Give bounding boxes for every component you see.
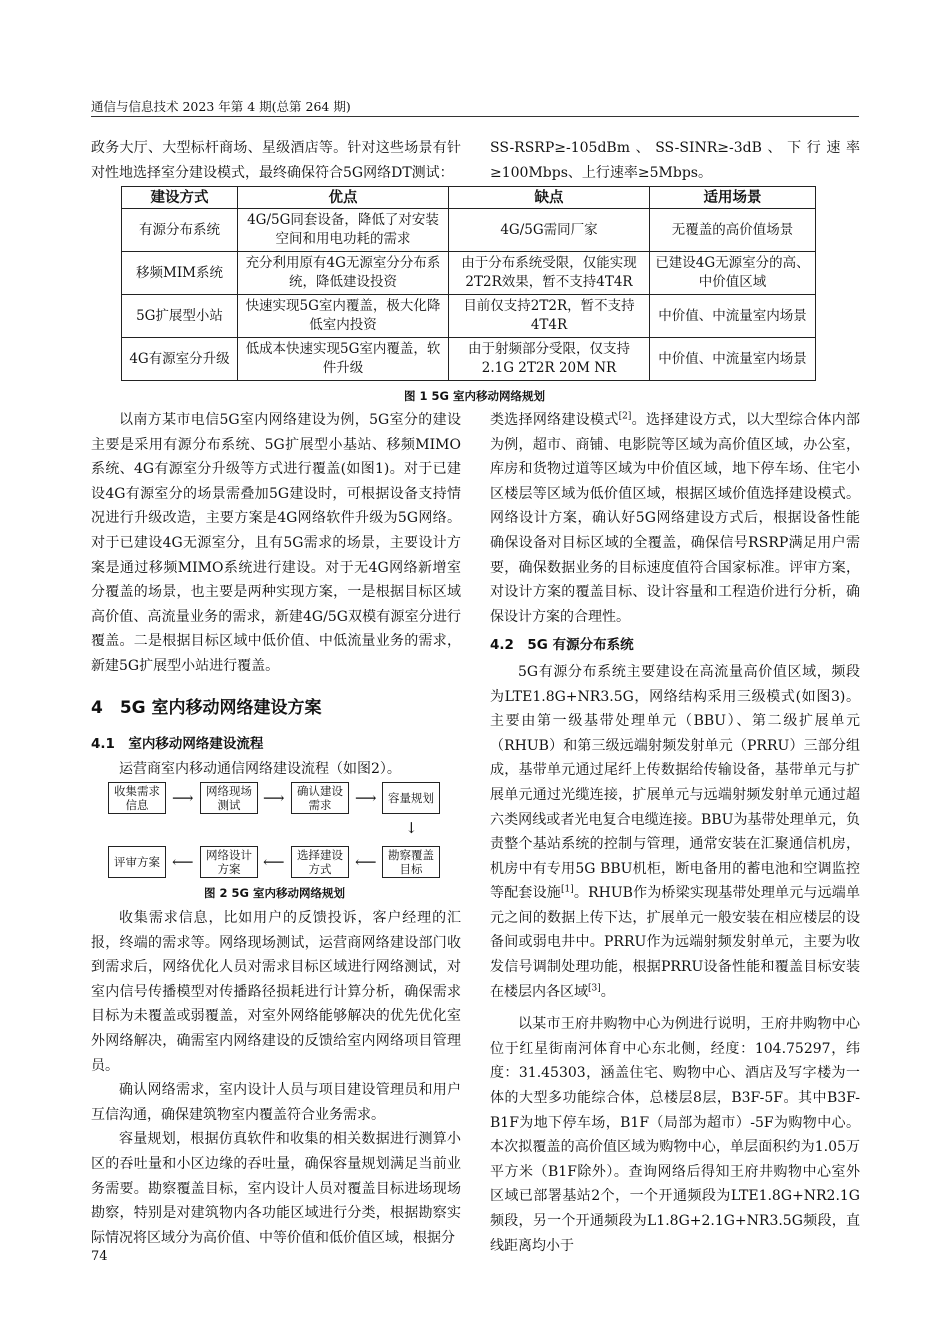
citation: [1] bbox=[560, 884, 574, 895]
table-cell: 移频MIM系统 bbox=[122, 252, 238, 295]
table-header: 适用场景 bbox=[650, 187, 816, 209]
flow-node: 网络现场测试 bbox=[200, 782, 258, 814]
table-header: 优点 bbox=[238, 187, 449, 209]
flow-node: 选择建设方式 bbox=[291, 846, 349, 878]
table-cell: 充分利用原有4G无源室分分布系统，降低建设投资 bbox=[238, 252, 449, 295]
flow-node: 容量规划 bbox=[382, 782, 440, 814]
table-cell: 已建设4G无源室分的高、中价值区域 bbox=[650, 252, 816, 295]
arrow-down-icon: ↓ bbox=[405, 819, 418, 837]
flow-node: 收集需求信息 bbox=[108, 782, 166, 814]
left-top-text: 政务大厅、大型标杆商场、星级酒店等。针对这些场景有针对性地选择室分建设模式，最终确保符合5G网络DT测试： bbox=[91, 140, 461, 181]
table-header: 缺点 bbox=[449, 187, 650, 209]
arrow-left-icon: ⟵ bbox=[172, 853, 194, 871]
section-4-heading: 4 5G 室内移动网络建设方案 bbox=[91, 698, 322, 718]
paragraph: 以南方某市电信5G室内网络建设为例，5G室分的建设主要是采用有源分布系统、5G扩展型小基站、移频MIMO系统、4G有源室分升级等方式进行覆盖(如图1)。对于已建设4G有源室分的场景需叠加5G建设时，可根据设备支持情况进行升级改造，主要方案是4G网络软件升级为5G网络。对于已建设4G无源室分，且有5G需求的场景，主要设计方案是通过移频MIMO系统进行建设。对于无4G网络新增室分覆盖的场景，也主要是两种实现方案，一是根据目标区域高价值、高流量业务的需求，新建4G/5G双模有源室分进行覆盖。二是根据目标区域中低价值、中低流量业务的需求，新建5G扩展型小站进行覆盖。 bbox=[91, 412, 461, 674]
left-column-body bbox=[91, 408, 461, 679]
paragraph: 容量规划，根据仿真软件和收集的相关数据进行测算小区的吞吐量和小区边缘的吞吐量，确保容量规划满足当前业务需要。勘察覆盖目标，室内设计人员对覆盖目标进场现场勘察，特别是对建筑物内各功能区域进行分类，根据勘察实际情况将区域分为高价值、中等价值和低价值区域，根据分 bbox=[91, 1131, 461, 1246]
paragraph: 确认网络需求，室内设计人员与项目建设管理员和用户互信沟通，确保建筑物室内覆盖符合业务需求。 bbox=[91, 1082, 461, 1123]
figure-2-caption: 图 2 5G 室内移动网络规划 bbox=[204, 886, 345, 900]
table-cell: 中价值、中流量室内场景 bbox=[650, 338, 816, 381]
flow-node: 勘察覆盖目标 bbox=[382, 846, 440, 878]
table-cell: 目前仅支持2T2R，暂不支持4T4R bbox=[449, 295, 650, 338]
page-number: 74 bbox=[91, 1249, 108, 1264]
table-cell: 4G有源室分升级 bbox=[122, 338, 238, 381]
table-header: 建设方式 bbox=[122, 187, 238, 209]
left-column-section41 bbox=[91, 732, 461, 781]
construction-mode-table bbox=[121, 186, 816, 381]
paragraph: 类选择网络建设模式[2]。选择建设方式，以大型综合体内部为例，超市、商铺、电影院等区域为高价值区域，办公室，库房和货物过道等区域为中价值区域，地下停车场、住宅小区楼层等区域为低价值区域，根据区域价值选择建设模式。网络设计方案，确认好5G网络建设方式后，根据设备性能确保设备对目标区域的全覆盖，确保信号RSRP满足用户需要，确保数据业务的目标速度值符合国家标准。评审方案，对设计方案的覆盖目标、设计容量和工程造价进行分析，确保设计方案的合理性。 bbox=[490, 411, 861, 625]
journal-header: 通信与信息技术 2023 年第 4 期(总第 264 期) bbox=[91, 99, 351, 114]
table-cell: 由于分布系统受限，仅能实现2T2R效果，暂不支持4T4R bbox=[449, 252, 650, 295]
right-top-text: SS-RSRP≥-105dBm、SS-SINR≥-3dB、下行速率≥100Mbps、上行速率≥5Mbps。 bbox=[490, 140, 860, 181]
left-column-lower bbox=[91, 906, 461, 1250]
arrow-right-icon: ⟶ bbox=[263, 789, 285, 807]
section-41-heading: 4.1 室内移动网络建设流程 bbox=[91, 736, 264, 752]
construction-flowchart bbox=[108, 780, 440, 880]
arrow-left-icon: ⟵ bbox=[355, 853, 377, 871]
paragraph: 运营商室内移动通信网络建设流程（如图2）。 bbox=[119, 760, 401, 777]
table-cell: 5G扩展型小站 bbox=[122, 295, 238, 338]
paragraph: 收集需求信息，比如用户的反馈投诉，客户经理的汇报，终端的需求等。网络现场测试，运营商网络建设部门收到需求后，网络优化人员对需求目标区域进行网络测试，对室内信号传播模型对传播路径损耗进行计算分析，确保需求目标为未覆盖或弱覆盖，对室外网络能够解决的优先优化室外网络解决，确需室内网络建设的反馈给室内网络项目管理员。 bbox=[91, 910, 461, 1074]
citation: [3] bbox=[588, 983, 601, 993]
table-row bbox=[122, 338, 816, 381]
table-cell: 有源分布系统 bbox=[122, 209, 238, 252]
arrow-left-icon: ⟵ bbox=[263, 853, 285, 871]
table-cell: 4G/5G同套设备，降低了对安装空间和用电功耗的需求 bbox=[238, 209, 449, 252]
table-cell: 4G/5G需同厂家 bbox=[449, 209, 650, 252]
paragraph: 以某市王府井购物中心为例进行说明，王府井购物中心位于红星街南河体育中心东北侧，经度：104.75297，纬度：31.45303，涵盖住宅、购物中心、酒店及写字楼为一体的大型多功能综合体，总楼层8层，B3F-5F。其中B3F-B1F为地下停车场，B1F（局部为超市）-5F为购物中心。本次拟覆盖的高价值区域为购物中心，单层面积约为1.05万平方米（B1F除外）。查询网络后得知王府井购物中心室外区域已部署基站2个，一个开通频段为LTE1.8G+NR2.1G频段，另一个开通频段为L1.8G+2.1G+NR3.5G频段，直线距离均小于 bbox=[490, 1016, 860, 1254]
flow-node: 确认建设需求 bbox=[291, 782, 349, 814]
arrow-right-icon: ⟶ bbox=[172, 789, 194, 807]
table-cell: 由于射频部分受限，仅支持2.1G 2T2R 20M NR bbox=[449, 338, 650, 381]
table-cell: 中价值、中流量室内场景 bbox=[650, 295, 816, 338]
table-row bbox=[122, 295, 816, 338]
figure-1-caption: 图 1 5G 室内移动网络规划 bbox=[404, 389, 545, 403]
table-header-row bbox=[122, 187, 816, 209]
flow-node: 评审方案 bbox=[108, 846, 166, 878]
citation: [2] bbox=[618, 411, 632, 422]
table-cell: 无覆盖的高价值场景 bbox=[650, 209, 816, 252]
table-row bbox=[122, 252, 816, 295]
table-cell: 低成本快速实现5G室内覆盖，软件升级 bbox=[238, 338, 449, 381]
arrow-right-icon: ⟶ bbox=[355, 789, 377, 807]
flow-node: 网络设计方案 bbox=[200, 846, 258, 878]
right-column-body bbox=[490, 408, 860, 1258]
header-rule bbox=[91, 116, 859, 117]
table-row bbox=[122, 209, 816, 252]
section-42-heading: 4.2 5G 有源分布系统 bbox=[490, 637, 634, 654]
paragraph: 5G有源分布系统主要建设在高流量高价值区域，频段为LTE1.8G+NR3.5G，网络结构采用三级模式(如图3)。主要由第一级基带处理单元（BBU）、第二级扩展单元（RHUB）和第三级远端射频发射单元（PRRU）三部分组成，基带单元通过尾纤上传数据给传输设备，基带单元与扩展单元通过光缆连接，扩展单元与远端射频发射单元通过超六类网线或者光电复合电缆连接。BBU为基带处理单元，负责整个基站系统的控制与管理，通常安装在汇聚通信机房，机房中有专用5G BBU机柜，断电备用的蓄电池和空调监控等配套设施[1]。RHUB作为桥梁实现基带处理单元与远端单元之间的数据上传下达，扩展单元一般安装在相应楼层的设备间或弱电井中。PRRU作为远端射频发射单元，主要为收发信号调制处理功能，根据PRRU设备性能和覆盖目标安装在楼层内各区域[3]。 bbox=[490, 663, 861, 1000]
table-cell: 快速实现5G室内覆盖，极大化降低室内投资 bbox=[238, 295, 449, 338]
